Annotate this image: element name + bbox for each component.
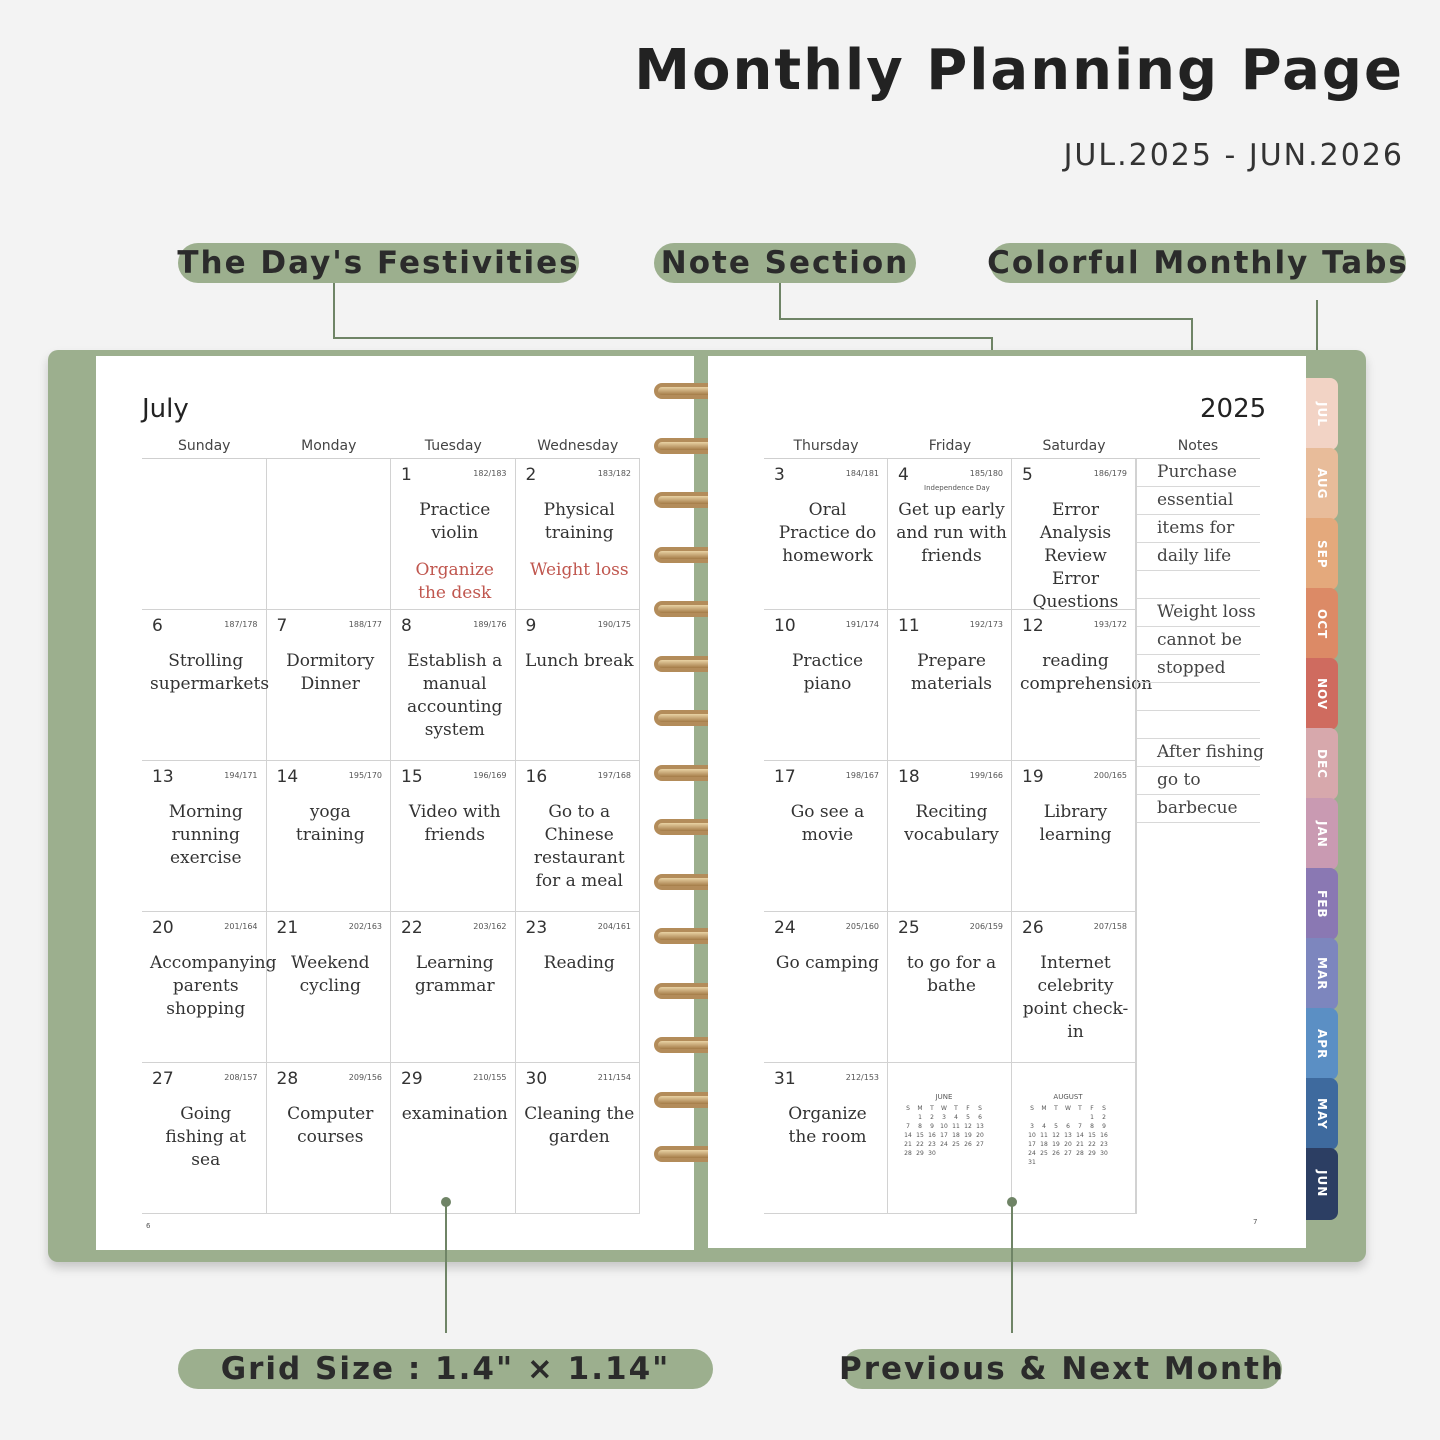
prev-month-cell <box>888 1063 1012 1214</box>
day-number: 5 <box>1022 465 1033 485</box>
month-tab-jun[interactable] <box>1306 1148 1338 1220</box>
day-number: 20 <box>152 918 174 938</box>
mini-day: 13 <box>1064 1132 1072 1139</box>
day-entry: to go for a bathe <box>906 953 997 996</box>
mini-day: 8 <box>1090 1123 1094 1130</box>
mini-day: 27 <box>1064 1150 1072 1157</box>
connector-line <box>445 1205 447 1333</box>
day-of-year: 186/179 <box>1093 469 1127 478</box>
day-entry: Establish a manual accounting system <box>407 651 503 740</box>
day-number: 18 <box>898 767 920 787</box>
day-of-year: 192/173 <box>969 620 1003 629</box>
day-entry: Get up early and run with friends <box>896 500 1007 566</box>
day-number: 30 <box>525 1069 548 1089</box>
day-entry: Strolling supermarkets <box>150 651 270 694</box>
day-of-year: 208/157 <box>224 1073 258 1082</box>
day-entry: Computer courses <box>287 1104 374 1147</box>
mini-day: 12 <box>964 1123 972 1130</box>
month-tab-oct[interactable] <box>1306 588 1338 660</box>
day-of-year: 189/176 <box>473 620 507 629</box>
mini-day: 7 <box>1078 1123 1082 1130</box>
day-of-year: 209/156 <box>348 1073 382 1082</box>
month-tab-nov[interactable] <box>1306 658 1338 730</box>
day-entry: Reciting vocabulary <box>904 802 999 845</box>
mini-day: 18 <box>1040 1141 1048 1148</box>
day-of-year: 203/162 <box>473 922 507 931</box>
day-number: 19 <box>1022 767 1044 787</box>
day-cell[interactable] <box>764 459 888 610</box>
day-cell[interactable] <box>516 610 641 761</box>
mini-day: 29 <box>916 1150 924 1157</box>
note-line[interactable]: daily life <box>1137 543 1260 571</box>
day-of-year: 200/165 <box>1093 771 1127 780</box>
note-line[interactable]: stopped <box>1137 655 1260 683</box>
note-line[interactable] <box>1137 711 1260 739</box>
mini-weekday: S <box>906 1105 910 1112</box>
mini-weekday: M <box>917 1105 923 1112</box>
day-number: 22 <box>401 918 423 938</box>
day-cell[interactable] <box>391 912 516 1063</box>
day-entry-secondary: Weight loss <box>529 560 629 580</box>
mini-day: 22 <box>916 1141 924 1148</box>
day-cell[interactable] <box>888 459 1012 610</box>
mini-day: 30 <box>928 1150 936 1157</box>
mini-day: 6 <box>1066 1123 1070 1130</box>
day-header: Monday <box>267 434 392 459</box>
monthly-tabs-callout: Colorful Monthly Tabs <box>987 245 1409 281</box>
mini-calendar-title: JUNE <box>935 1093 953 1101</box>
mini-day: 1 <box>1090 1114 1094 1121</box>
day-cell[interactable] <box>267 761 392 912</box>
day-number: 1 <box>401 465 412 485</box>
day-cell[interactable] <box>516 912 641 1063</box>
mini-day: 17 <box>940 1132 948 1139</box>
mini-day: 4 <box>954 1114 958 1121</box>
mini-calendar-title: AUGUST <box>1053 1093 1083 1101</box>
day-cell[interactable] <box>764 912 888 1063</box>
day-cell[interactable] <box>391 1063 516 1214</box>
notes-column <box>1136 459 1264 1214</box>
day-entry: examination <box>401 1104 508 1124</box>
day-of-year: 196/169 <box>473 771 507 780</box>
day-number: 11 <box>898 616 920 636</box>
grid-size-callout: Grid Size : 1.4" × 1.14" <box>178 1349 713 1389</box>
mini-day: 23 <box>928 1141 936 1148</box>
note-line[interactable]: items for <box>1137 515 1260 543</box>
day-entry: Go see a movie <box>790 802 865 845</box>
day-cell[interactable] <box>267 1063 392 1214</box>
day-entry: yoga training <box>295 802 365 845</box>
connector-line <box>333 337 993 339</box>
day-entry: Organize the room <box>788 1104 867 1147</box>
page-title: Monthly Planning Page <box>634 38 1404 103</box>
day-entry: Physical training <box>543 500 615 543</box>
day-entry: Learning grammar <box>414 953 495 996</box>
mini-weekday: W <box>941 1105 947 1112</box>
note-line[interactable]: After fishing <box>1137 739 1260 767</box>
day-number: 21 <box>276 918 299 938</box>
mini-day: 31 <box>1028 1159 1036 1166</box>
month-tab-label: APR <box>1315 1028 1329 1060</box>
mini-weekday: T <box>930 1105 934 1112</box>
day-cell[interactable] <box>764 1063 888 1214</box>
day-number: 7 <box>276 616 288 636</box>
day-cell[interactable] <box>516 1063 641 1214</box>
day-entry: Oral Practice do homework <box>778 500 877 566</box>
mini-day: 14 <box>1076 1132 1084 1139</box>
day-cell[interactable] <box>142 1063 267 1214</box>
day-of-year: 197/168 <box>597 771 631 780</box>
mini-weekday: W <box>1065 1105 1071 1112</box>
day-entry: Lunch break <box>524 651 634 671</box>
month-name: July <box>142 394 189 424</box>
mini-day: 24 <box>1028 1150 1036 1157</box>
day-entry: Weekend cycling <box>291 953 370 996</box>
day-cell[interactable] <box>267 610 392 761</box>
day-entry: Library learning <box>1039 802 1112 845</box>
day-header: Thursday <box>764 434 888 459</box>
mini-day: 5 <box>966 1114 970 1121</box>
mini-weekday: T <box>1054 1105 1058 1112</box>
mini-day: 22 <box>1088 1141 1096 1148</box>
date-range: JUL.2025 - JUN.2026 <box>1063 138 1404 173</box>
right-day-headers <box>764 434 1260 459</box>
day-of-year: 191/174 <box>845 620 879 629</box>
mini-weekday: S <box>1030 1105 1034 1112</box>
day-of-year: 206/159 <box>969 922 1003 931</box>
day-header: Saturday <box>1012 434 1136 459</box>
day-of-year: 185/180 <box>969 469 1003 478</box>
day-number: 17 <box>774 767 796 787</box>
month-tab-aug[interactable] <box>1306 448 1338 520</box>
mini-day: 11 <box>952 1123 960 1130</box>
day-entry: Going fishing at sea <box>165 1104 247 1170</box>
day-number: 16 <box>525 767 548 787</box>
mini-weekday: F <box>966 1105 970 1112</box>
month-tab-mar[interactable] <box>1306 938 1338 1010</box>
day-entry: Dormitory Dinner <box>286 651 375 694</box>
mini-day: 15 <box>1088 1132 1096 1139</box>
mini-day: 25 <box>1040 1150 1048 1157</box>
prev-next-callout: Previous & Next Month <box>839 1351 1285 1387</box>
month-tab-sep[interactable] <box>1306 518 1338 590</box>
mini-day: 28 <box>904 1150 912 1157</box>
day-number: 3 <box>774 465 785 485</box>
month-tab-label: MAR <box>1315 957 1329 991</box>
day-of-year: 184/181 <box>845 469 879 478</box>
mini-day: 1 <box>918 1114 922 1121</box>
day-number: 8 <box>401 616 412 636</box>
day-of-year: 195/170 <box>348 771 382 780</box>
mini-day: 14 <box>904 1132 912 1139</box>
day-cell[interactable] <box>888 761 1012 912</box>
mini-day: 2 <box>1102 1114 1106 1121</box>
day-cell[interactable] <box>142 912 277 1063</box>
mini-day: 18 <box>952 1132 960 1139</box>
mini-day: 10 <box>940 1123 948 1130</box>
mini-day: 19 <box>964 1132 972 1139</box>
mini-day: 23 <box>1100 1141 1108 1148</box>
month-tab-feb[interactable] <box>1306 868 1338 940</box>
mini-day: 27 <box>976 1141 984 1148</box>
mini-day <box>1062 1114 1074 1121</box>
mini-day: 6 <box>978 1114 982 1121</box>
mini-day: 29 <box>1088 1150 1096 1157</box>
day-cell[interactable] <box>764 761 888 912</box>
month-tab-label: SEP <box>1315 539 1329 569</box>
day-entry: Reading <box>543 953 615 973</box>
note-line[interactable]: barbecue <box>1137 795 1260 823</box>
day-of-year: 205/160 <box>845 922 879 931</box>
mini-day: 12 <box>1052 1132 1060 1139</box>
mini-day: 17 <box>1028 1141 1036 1148</box>
mini-day: 3 <box>1030 1123 1034 1130</box>
month-tab-label: JAN <box>1315 820 1329 848</box>
day-cell[interactable] <box>1012 912 1136 1063</box>
day-of-year: 190/175 <box>597 620 631 629</box>
day-header: Tuesday <box>391 434 516 459</box>
day-cell[interactable] <box>516 459 641 610</box>
month-tab-label: OCT <box>1315 608 1329 640</box>
day-of-year: 210/155 <box>473 1073 507 1082</box>
connector-line <box>779 283 781 319</box>
note-line[interactable]: cannot be <box>1137 627 1260 655</box>
day-cell[interactable] <box>1012 761 1136 912</box>
mini-day: 7 <box>906 1123 910 1130</box>
day-number: 28 <box>276 1069 299 1089</box>
day-number: 27 <box>152 1069 174 1089</box>
mini-day: 20 <box>976 1132 984 1139</box>
day-of-year: 201/164 <box>224 922 258 931</box>
day-entry: Video with friends <box>408 802 501 845</box>
mini-day: 16 <box>928 1132 936 1139</box>
mini-day <box>902 1114 914 1121</box>
mini-day: 9 <box>1102 1123 1106 1130</box>
day-cell[interactable] <box>764 610 888 761</box>
day-of-year: 207/158 <box>1093 922 1127 931</box>
mini-day: 24 <box>940 1141 948 1148</box>
day-entry: Prepare materials <box>910 651 992 694</box>
month-tab-label: NOV <box>1315 677 1329 711</box>
next-month-calendar <box>1026 1093 1110 1166</box>
holiday-label: Independence Day <box>924 484 990 492</box>
note-line[interactable]: essential <box>1137 487 1260 515</box>
day-number: 31 <box>774 1069 796 1089</box>
month-tab-label: JUL <box>1315 401 1329 427</box>
day-number: 10 <box>774 616 796 636</box>
day-entry: Go camping <box>775 953 880 973</box>
mini-day: 26 <box>964 1141 972 1148</box>
mini-day: 3 <box>942 1114 946 1121</box>
mini-day: 19 <box>1052 1141 1060 1148</box>
mini-day: 28 <box>1076 1150 1084 1157</box>
day-cell[interactable] <box>391 610 516 761</box>
mini-day: 20 <box>1064 1141 1072 1148</box>
day-of-year: 182/183 <box>473 469 507 478</box>
day-entry: reading comprehension <box>1020 651 1153 694</box>
day-of-year: 198/167 <box>845 771 879 780</box>
mini-day: 2 <box>930 1114 934 1121</box>
day-number: 26 <box>1022 918 1044 938</box>
page-number: 6 <box>146 1222 151 1230</box>
day-entry: Error Analysis Review Error Questions <box>1032 500 1119 612</box>
day-of-year: 187/178 <box>224 620 258 629</box>
mini-day <box>1038 1114 1050 1121</box>
festivities-callout: The Day's Festivities <box>177 245 580 281</box>
day-entry-secondary: Organize the desk <box>415 560 494 603</box>
day-entry: Internet celebrity point check-in <box>1022 953 1129 1042</box>
connector-line <box>1011 1205 1013 1333</box>
day-cell[interactable] <box>267 459 392 610</box>
note-line[interactable]: Purchase <box>1137 459 1260 487</box>
mini-day: 10 <box>1028 1132 1036 1139</box>
day-number: 25 <box>898 918 920 938</box>
notes-header: Notes <box>1136 434 1260 459</box>
month-tab-label: FEB <box>1315 889 1329 919</box>
month-tab-label: DEC <box>1315 749 1329 779</box>
day-number: 12 <box>1022 616 1044 636</box>
day-cell[interactable] <box>888 610 1012 761</box>
day-number: 14 <box>276 767 299 787</box>
day-entry: Practice piano <box>791 651 864 694</box>
mini-day: 11 <box>1040 1132 1048 1139</box>
day-header: Sunday <box>142 434 267 459</box>
day-number: 13 <box>152 767 174 787</box>
month-tab-may[interactable] <box>1306 1078 1338 1150</box>
mini-day: 25 <box>952 1141 960 1148</box>
month-tab-label: MAY <box>1315 1098 1329 1130</box>
day-number: 24 <box>774 918 796 938</box>
day-of-year: 199/166 <box>969 771 1003 780</box>
left-page <box>96 356 694 1250</box>
mini-weekday: T <box>1078 1105 1082 1112</box>
mini-day: 4 <box>1042 1123 1046 1130</box>
day-of-year: 188/177 <box>348 620 382 629</box>
day-cell[interactable] <box>1012 610 1153 761</box>
day-number: 4 <box>898 465 909 485</box>
note-line[interactable]: Weight loss <box>1137 599 1260 627</box>
day-entry: Practice violin <box>419 500 491 543</box>
month-tab-dec[interactable] <box>1306 728 1338 800</box>
month-tab-jan[interactable] <box>1306 798 1338 870</box>
day-cell[interactable] <box>391 459 516 610</box>
mini-weekday: T <box>954 1105 958 1112</box>
day-cell[interactable] <box>142 761 267 912</box>
day-number: 6 <box>152 616 163 636</box>
mini-day: 21 <box>1076 1141 1084 1148</box>
mini-weekday: F <box>1090 1105 1094 1112</box>
left-day-headers <box>142 434 640 459</box>
day-number: 2 <box>525 465 537 485</box>
mini-day: 21 <box>904 1141 912 1148</box>
day-cell[interactable] <box>1012 459 1136 610</box>
mini-day: 5 <box>1054 1123 1058 1130</box>
month-tab-label: AUG <box>1315 468 1329 500</box>
note-line[interactable]: go to <box>1137 767 1260 795</box>
day-cell[interactable] <box>516 761 641 912</box>
day-entry: Accompanying parents shopping <box>150 953 277 1019</box>
mini-day: 8 <box>918 1123 922 1130</box>
day-cell[interactable] <box>142 610 270 761</box>
mini-weekday: S <box>1102 1105 1106 1112</box>
left-calendar-grid <box>142 459 640 1214</box>
day-of-year: 211/154 <box>597 1073 631 1082</box>
mini-day <box>1026 1114 1038 1121</box>
year-label: 2025 <box>1200 394 1267 424</box>
prev-month-calendar <box>902 1093 986 1157</box>
mini-day: 13 <box>976 1123 984 1130</box>
mini-day: 30 <box>1100 1150 1108 1157</box>
day-cell[interactable] <box>391 761 516 912</box>
next-month-cell <box>1012 1063 1136 1214</box>
month-tab-jul[interactable] <box>1306 378 1338 450</box>
day-header: Wednesday <box>516 434 641 459</box>
day-number: 23 <box>525 918 548 938</box>
month-tab-label: JUN <box>1315 1170 1329 1198</box>
day-number: 9 <box>525 616 537 636</box>
day-entry: Morning running exercise <box>168 802 243 868</box>
day-of-year: 194/171 <box>224 771 258 780</box>
mini-day: 15 <box>916 1132 924 1139</box>
day-cell[interactable] <box>888 912 1012 1063</box>
month-tab-apr[interactable] <box>1306 1008 1338 1080</box>
mini-day: 9 <box>930 1123 934 1130</box>
note-section-callout: Note Section <box>654 243 916 283</box>
day-of-year: 204/161 <box>597 922 631 931</box>
day-entry: Cleaning the garden <box>524 1104 635 1147</box>
note-line[interactable] <box>1137 571 1260 599</box>
day-number: 29 <box>401 1069 423 1089</box>
right-page <box>708 356 1306 1248</box>
page-number: 7 <box>1253 1218 1258 1226</box>
mini-weekday: M <box>1041 1105 1047 1112</box>
right-calendar-grid <box>764 459 1153 1214</box>
day-header: Friday <box>888 434 1012 459</box>
mini-weekday: S <box>978 1105 982 1112</box>
mini-day: 16 <box>1100 1132 1108 1139</box>
day-of-year: 183/182 <box>597 469 631 478</box>
day-cell[interactable] <box>142 459 267 610</box>
day-entry: Go to a Chinese restaurant for a meal <box>533 802 625 891</box>
day-of-year: 212/153 <box>845 1073 879 1082</box>
day-cell[interactable] <box>267 912 392 1063</box>
day-of-year: 202/163 <box>348 922 382 931</box>
mini-day <box>1074 1114 1086 1121</box>
connector-line <box>333 283 335 338</box>
mini-day: 26 <box>1052 1150 1060 1157</box>
day-of-year: 193/172 <box>1093 620 1127 629</box>
connector-line <box>779 318 1193 320</box>
day-number: 15 <box>401 767 423 787</box>
mini-day <box>1050 1114 1062 1121</box>
note-line[interactable] <box>1137 683 1260 711</box>
